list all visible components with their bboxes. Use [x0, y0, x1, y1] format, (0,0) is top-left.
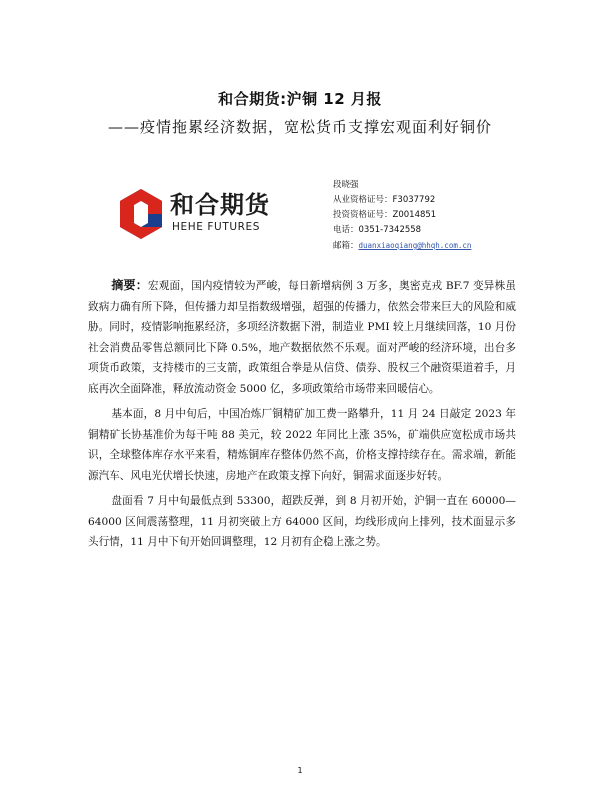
consult-qualification-line: [333, 208, 471, 223]
email-line: [333, 238, 471, 253]
abstract-text: 宏观面，国内疫情较为严峻，每日新增病例 3 万多，奥密克戎 BF.7 变异株虽致病力确有所下降，但传播力却呈指数级增强，超强的传播力，依然会带来巨大的风险和威胁。同时，疫情影响拖累经济，多项经济数据下滑，制造业 PMI 较上月继续回落，10 月份社会消费品零售总额同比下降 0.5%，地产数据依然不乐观。面对严峻的经济环境，出台多项货币政策，支持楼市的三支箭，政策组合拳是从信贷、债券、股权三个融资渠道着手，月底再次全面降准，释放流动资金 5000 亿，多项政策给市场带来回暖信心。: [88, 280, 516, 395]
qualification-value: F3037792: [392, 195, 436, 205]
email-link[interactable]: duanxiaoqiang@hhqh.com.cn: [358, 241, 472, 250]
phone-value: 0351-7342558: [358, 225, 422, 235]
email-label: 邮箱：: [333, 241, 359, 251]
author-name: 段晓强: [333, 180, 359, 190]
abstract-paragraph: [88, 275, 516, 399]
logo-chinese-name: 和合期货: [170, 191, 270, 219]
company-logo: [118, 185, 268, 243]
consult-value: Z0014851: [392, 210, 437, 220]
phone-line: [333, 223, 471, 238]
hehe-emblem-icon: [118, 187, 164, 241]
qualification-line: [333, 193, 471, 208]
consult-label: 投资资格证号：: [333, 210, 393, 220]
page-number: 1: [297, 766, 303, 775]
fundamentals-paragraph: 基本面，8 月中旬后，中国冶炼厂铜精矿加工费一路攀升，11 月 24 日敲定 2023 年铜精矿长协基准价为每干吨 88 美元，较 2022 年同比上涨 35%，矿端供应宽松成市场共识，全球整体库存水平来看，精炼铜库存整体仍然不高，价格支撑持续存在。需求端，新能源汽车、风电光伏增长快速，房地产在政策支撑下向好，铜需求面逐步好转。: [88, 408, 516, 482]
report-subtitle: ——疫情拖累经济数据，宽松货币支撑宏观面利好铜价: [107, 118, 492, 136]
author-info: [333, 178, 471, 253]
abstract-label: 摘要：: [111, 278, 148, 292]
report-title: 和合期货:沪铜 12 月报: [218, 90, 382, 108]
phone-label: 电话：: [333, 225, 359, 235]
qualification-label: 从业资格证号：: [333, 195, 393, 205]
technical-paragraph: 盘面看 7 月中旬最低点到 53300，超跌反弹，到 8 月初开始，沪铜一直在 60000—64000 区间震荡整理，11 月初突破上方 64000 区间，均线形成向上排列，技术面显示多头行情，11 月中下旬开始回调整理，12 月初有企稳上涨之势。: [88, 495, 516, 548]
logo-english-name: HEHE FUTURES: [172, 221, 261, 233]
report-body: [88, 275, 516, 558]
